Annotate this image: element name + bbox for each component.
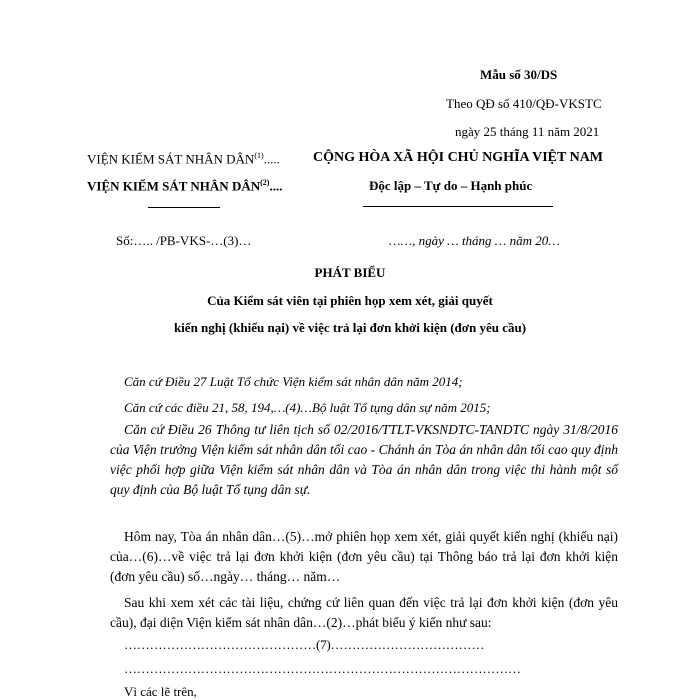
conclusion-lead: Vì các lẽ trên, [124,684,197,699]
national-motto: Độc lập – Tự do – Hạnh phúc [369,178,533,193]
legal-basis-3-text: Căn cứ Điều 26 Thông tư liên tịch số 02/2016/TTLT-VKSNDTC-TANDTC ngày 31/8/2016 của Viện trưởng Viện kiểm sát nhân dân tối cao - Chánh án Tòa án nhân dân tối cao quy định việc phối hợp giữa Viện kiểm sát nhân dân và Tòa án nhân dân trong việc thi hành một số quy định của Bộ luật Tố tụng dân sự. [110,422,618,497]
form-number: Mẫu số 30/DS [480,67,558,82]
legal-basis-1: Căn cứ Điều 27 Luật Tổ chức Viện kiểm sát nhân dân năm 2014; [124,374,463,389]
nation-title: CỘNG HÒA XÃ HỘI CHỦ NGHĨA VIỆT NAM [313,150,604,165]
opinion-dots-line-1: ………………………………………(7)……………………………… [124,637,485,652]
body-paragraph-1 [110,527,618,587]
agency-line-2 [87,178,282,194]
agency-line-1-text: VIỆN KIỂM SÁT NHÂN DÂN [87,151,255,167]
agency-line-1 [87,151,280,167]
body-paragraph-2-text: Sau khi xem xét các tài liệu, chứng cứ liên quan đến việc trả lại đơn khởi kiện (đơn yêu cầu), đại diện Viện kiểm sát nhân dân…(2)…phát biểu ý kiến như sau: [110,595,618,630]
body-paragraph-2 [110,593,618,633]
form-date: ngày 25 tháng 11 năm 2021 [455,124,600,139]
document-subtitle-2: kiến nghị (khiếu nại) về việc trả lại đơn khởi kiện (đơn yêu cầu) [173,320,527,335]
agency-underline [148,207,220,208]
agency-line-2-text: VIỆN KIỂM SÁT NHÂN DÂN [87,178,261,194]
footnote-marker-2: (2) [260,178,270,187]
legal-basis-2: Căn cứ các điều 21, 58, 194,…(4)…Bộ luật Tố tụng dân sự năm 2015; [124,400,491,415]
opinion-dots-line-2: ………………………………………………………………………………… [124,661,521,676]
form-decision: Theo QĐ số 410/QĐ-VKSTC [446,96,602,111]
agency-line-2-dots: .... [269,178,283,194]
document-subtitle-1: Của Kiểm sát viên tại phiên họp xem xét, giải quyết [207,293,493,308]
body-paragraph-1-text: Hôm nay, Tòa án nhân dân…(5)…mở phiên họp xem xét, giải quyết kiến nghị (khiếu nại) của…(6)…về việc trả lại đơn khởi kiện (đơn yêu cầu) tại Thông báo trả lại đơn khởi kiện (đơn yêu cầu) số…ngày… tháng… năm… [110,529,618,584]
agency-line-1-dots: ..... [263,151,280,167]
footnote-marker-1: (1) [254,151,264,160]
document-title: PHÁT BIỂU [314,265,386,280]
place-date: ……, ngày … tháng … năm 20… [389,233,560,248]
document-reference: Số:….. /PB-VKS-…(3)… [116,233,252,248]
legal-basis-3 [110,420,618,500]
motto-underline [363,206,553,207]
